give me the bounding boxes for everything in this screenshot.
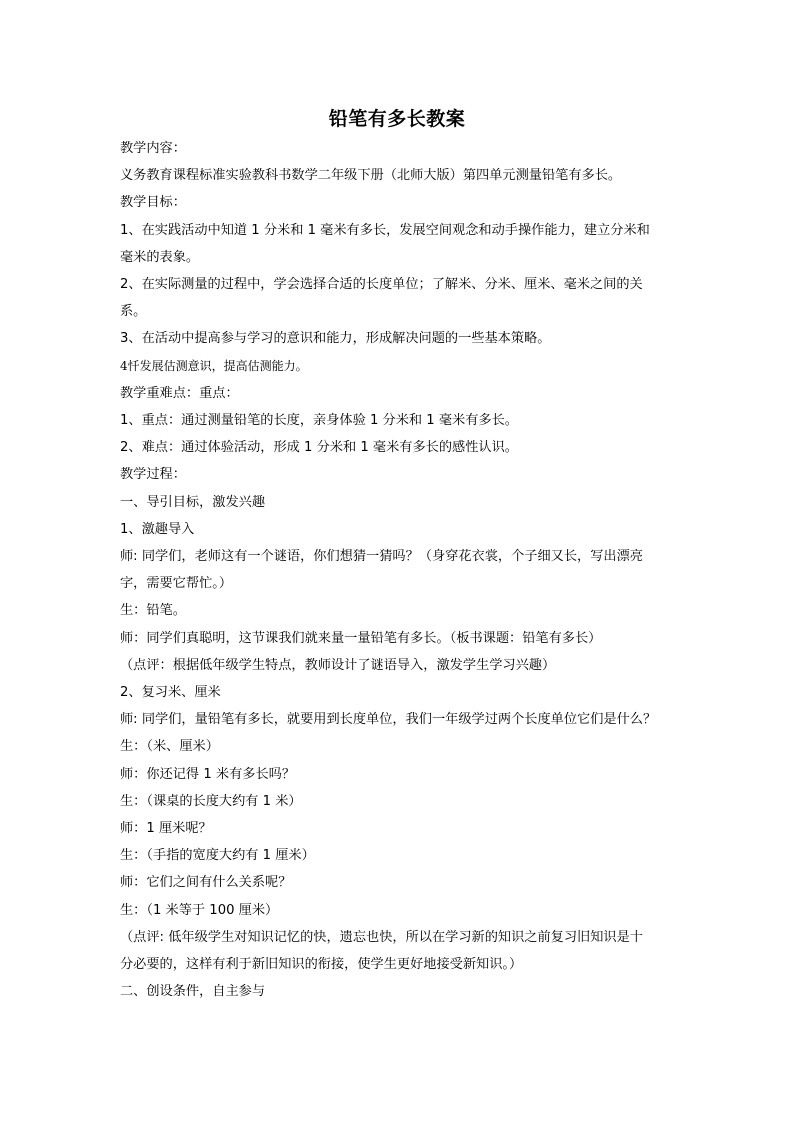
paragraph-line: 师: 同学们，老师这有一个谜语，你们想猜一猜吗？（身穿花衣裳，个子细又长，写出漂亮	[120, 549, 643, 565]
paragraph-line: 师：它们之间有什么关系呢？	[120, 875, 292, 891]
paragraph-line: 毫米的表象。	[120, 249, 200, 265]
section-heading-content: 教学内容：	[120, 141, 186, 156]
paragraph-line: 1、在实践活动中知道 1 分米和 1 毫米有多长，发展空间观念和动手操作能力，建立分米和	[120, 222, 650, 238]
paragraph-line: 分必要的，这样有利于新旧知识的衔接，使学生更好地接受新知识。）	[120, 957, 523, 973]
paragraph-line: 字，需要它帮忙。）	[120, 576, 233, 592]
paragraph-line: 系。	[120, 304, 147, 320]
subsection-heading: 2、复习米、厘米	[120, 685, 221, 701]
paragraph-line: 3、在活动中提高参与学习的意识和能力，形成解决问题的一些基本策略。	[120, 331, 551, 347]
subsection-heading: 1、激趣导入	[120, 521, 195, 537]
subsection-heading: 一、导引目标，激发兴趣	[120, 494, 266, 510]
section-heading-process: 教学过程：	[120, 467, 186, 483]
subsection-heading: 二、创设条件，自主参与	[120, 984, 266, 1000]
document-title: 铅笔有多长教案	[328, 108, 466, 130]
paragraph-line: 生：（米、厘米）	[120, 739, 219, 755]
paragraph-line: 2、在实际测量的过程中，学会选择合适的长度单位；了解米、分米、厘米、毫米之间的关	[120, 277, 643, 293]
paragraph-line: 生：（课桌的长度大约有 1 米）	[120, 793, 302, 809]
document-body	[120, 135, 680, 1006]
paragraph-line: 生：（1 米等于 100 厘米）	[120, 902, 279, 918]
paragraph-line: 师：1 厘米呢？	[120, 821, 212, 837]
paragraph-line: （点评: 低年级学生对知识记忆的快，遗忘也快，所以在学习新的知识之前复习旧知识是十	[120, 929, 643, 945]
paragraph-line: 1、重点：通过测量铅笔的长度，亲身体验 1 分米和 1 毫米有多长。	[120, 413, 518, 429]
paragraph-line: 师: 同学们，量铅笔有多长，就要用到长度单位，我们一年级学过两个长度单位它们是什么？	[120, 712, 657, 728]
paragraph-line: 生：铅笔。	[120, 603, 186, 619]
section-heading-key-points: 教学重难点：重点：	[120, 385, 239, 401]
paragraph-line: 4忏发展估测意识，提高估测能力。	[120, 358, 308, 373]
paragraph-line: 师：你还记得 1 米有多长吗？	[120, 766, 296, 782]
paragraph-line: 2、难点：通过体验活动，形成 1 分米和 1 毫米有多长的感性认识。	[120, 440, 518, 456]
paragraph-line: （点评：根据低年级学生特点，教师设计了谜语导入，激发学生学习兴趣）	[120, 657, 556, 673]
section-heading-goals: 教学目标：	[120, 195, 186, 211]
paragraph-line: 生：（手指的宽度大约有 1 厘米）	[120, 848, 315, 864]
paragraph-line: 师：同学们真聪明，这节课我们就来量一量铅笔有多长。（板书课题：铅笔有多长）	[120, 630, 602, 646]
paragraph-line: 义务教育课程标准实验教科书数学二年级下册（北师大版）第四单元测量铅笔有多长。	[120, 168, 622, 184]
